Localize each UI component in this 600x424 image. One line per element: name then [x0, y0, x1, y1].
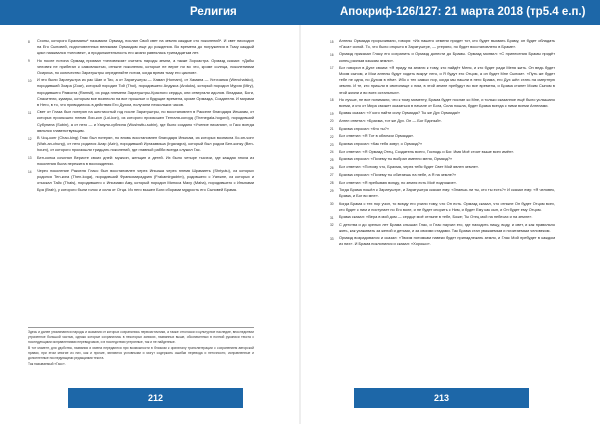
footnote: Так называемый «Гасс».: [28, 362, 66, 366]
verse-number: 17: [330, 66, 334, 71]
page-header: Апокриф-126/127: 21 марта 2018 (тр5.4 е.п.): [300, 0, 600, 25]
verse-number: 9: [28, 59, 30, 64]
verse: [330, 164, 555, 171]
verse-number: 33: [330, 236, 334, 241]
verse-number: 29: [330, 188, 334, 193]
verse-text: Через поколение Ракселя Гласс был восстановлен через Иньиша через племя Шрамиеть (Shriyutu), из которых родился Тен-кига (Then-koga), породивший Франкомирадрию (Frakamirgadrim), родившего с Уанжне, из которых и отыскал Тайс (Thais), породившего с Иньюами Аму, который породил Миноса Маху (Maha), породившего с Иньюами Бра (Brah), у которого были голос и сила от Отца. Из него вышел Боги сборами мудрость его Сыновей Брама.: [37, 168, 254, 192]
verse-number: 15: [330, 39, 334, 44]
verse-text: Но после потопа Ормазд призвал «человеком» считать народы земли, а также Зороастра. Ормазд сказал: «Дабы человек не прибегал к самовластью, отныне поколения, которые не верят ни во что, кроме солнца, поколениями Осириса, но количество Заратуштры определяйте потом, когда время тьму его циклов».: [37, 57, 254, 76]
footnotes: [28, 327, 254, 368]
verse: [28, 155, 254, 167]
verse-text: Брамы сказал: «У кого найти силу Ормазда? Ты же Дух Ормазда!»: [339, 110, 461, 116]
verse-number: 30: [330, 202, 334, 207]
verse: [330, 222, 555, 234]
verse-text: Брама сказал: «Вера в мой дом — сердце моё отныне в тебе, Боже; Ты Отец мой на небесах и на земле».: [339, 214, 533, 220]
verse-text: Бог говорил в Духе своим: «Я приду на землю к тому, кто найдёт Меня, и кто будет ради Меня жить. Он ведь будет Моим сыном, и Мои ангелы будут ходить вокруг него, и Я будут его Отцом, а он будет Мне Сыном». «Путь же будет тебе не одна, но Духом в нём». Ибо с тех самых пор, когда мы нашли в него Брама, его Дух шёл стать на смертную землю. И те, кто пришли в святилище с ним, в этой земле пребудут во все времена, и Брама станет Моим Сыном в этой жизни и во всех остальных».: [339, 64, 555, 95]
verse: [330, 38, 555, 50]
verse: [330, 149, 555, 156]
verse-text: Брахма спросил: «Почему ты выбрал именно меня, Ормазд?»: [339, 156, 453, 162]
verse: [330, 172, 555, 179]
verse-number: 19: [330, 111, 334, 116]
verse-number: 31: [330, 215, 334, 220]
verse-number: 28: [330, 181, 334, 186]
verse: [330, 156, 555, 163]
verse: [28, 38, 254, 57]
verse-text: Тогда Брама пошёл к Заратуштре, и Заратуштра сказал ему: «Знаешь ли ты, кто ты есть?» И сказал ему: «Я человек, Брама, и Бог во мне».: [339, 187, 555, 199]
verse-text: Схоны, которого Брахманы* называли Ормазд, послал Свой свет на землю каждые сто поколений*. И свет нисходил на Его Сыновей, подготовленных великими Ормаздом еще до рождения. Во времена до погружения в Тьму каждый цикл назывался «человек», а продолжительность его жизни равнялась тринадцатым лет.: [37, 38, 254, 56]
verse: [28, 168, 254, 193]
verse-text: С детства и до зрелых лет Брама слышал Глас, и Глас научил его, где находить пищу, воду, и свет, и как правильно жить, как ухаживать за женой и детьми, и за своими стадами. Так Брама стал уважаемым и почитаемым человеком.: [339, 221, 555, 233]
verse-text: Но лучше, не все понимали, что к тому моменту, Брама будет послан ко Мне, и только сказанное ещё было услышано всеми, и кто от Мира сможет оказаться в начале от Бога, Сила пошла, будет Брама всегда с ними всеми Ангелами.: [339, 96, 555, 109]
verse: [330, 235, 555, 247]
verse-number: 14: [28, 169, 32, 174]
verse-text: Когда Брама с тех пор учил, то всюду его учили тому, что Он есть. Ормазд сказал, что отныне Он будет Отцом всех, кто будет с ним и поступает по Его воле, и не будет спорить с Ним, и будет Ему как сын, и Он будет ему Отцом.: [339, 200, 555, 212]
verse-text: И это были Заратуштра из рас Шан и Тис, а от Заратуштры — Хаман (Homam), от Хамана — Усточанка (Wenchaisko), породивший Зоара (Zoar), который породил Той (Thoi), породившего Андукса (Anduks), который породил Мурия (Miry), породившего Рамсита (Ramsit), из рода племени Заратуштры-Красного сердца, они отвергали идолов. Владыки, Боги, Спасители, кумиры, которым все вознесли на все прошлые и будущие времена, кроме Ормазда, Создателя. И мирами в Него, в то, что приводилось в действия Его Духом, получили нескольких часов.: [37, 77, 254, 108]
verse-text: Бог ответил: «Потому что, Брахма, через тебя будет Свет Мой явлен земле».: [339, 164, 480, 170]
verse-number: 25: [330, 157, 334, 162]
verse: [28, 109, 254, 134]
verse: [330, 180, 555, 187]
verse: [330, 214, 555, 221]
verse-number: 23: [330, 142, 334, 147]
verse-number: 13: [28, 156, 32, 161]
verse: [330, 97, 555, 109]
verse: [330, 126, 555, 133]
verse-number: 22: [330, 134, 334, 139]
verse-number: 24: [330, 150, 334, 155]
verse: [330, 110, 555, 117]
right-page: [300, 0, 600, 424]
page-body: [28, 38, 254, 194]
verse-text: Брахма спросил: «Как тебя зовут, о Ормазд?»: [339, 141, 423, 147]
verse-text: Бен-конка сочинял Веристе своих дней: мужчин, женщин и детей. Их было четыре тысячи, где каждая эпоха из поколения была пережита в восхождении.: [37, 154, 254, 166]
verse-text: Ормазд возрадовался и сказал: «Твоим потомкам навеки будет принадлежать земля, и Глас Мой пребудет в каждом из них». И Брама поклонился и сказал: «Хорошо».: [339, 235, 555, 247]
verse-text: Свет от Глаза был потерян на шестисотый год после Заратуштры, но восстановлен в Ракселе благодаря Иешиам, от которых произошло племя Лои-кон (Loi-kon), из которого произошел Тенгаля-когорд (Thenegala-hogord), породивший Субунина (Subin), а от него — и Уазули-субнина (Wushwttu-subin), где было создано «Учение писания», и Гасс всегда являлся главенствующим.: [37, 109, 254, 133]
verse: [28, 77, 254, 108]
verse: [28, 135, 254, 154]
verse-text: Бог ответил: «Я Тот в обличии Ормазда».: [339, 133, 415, 139]
verse-number: 8: [28, 39, 30, 44]
verse-text: Бог ответил: «Я Ормазд Отец, Создатель всего, Господь и Бог. Имя Моё стоит выше всех имён».: [339, 148, 515, 154]
page-number: 213: [354, 388, 529, 408]
page-body: [330, 38, 555, 249]
verse: [330, 201, 555, 213]
verse: [330, 118, 555, 125]
verse-text: В Чоц-конг (Chao-king) Глас был потерян, но вновь восстановлен благодаря Иньюам, из которых возникла Хо-ян-чонг (Wah-an-chung), от него родился Azap (Azin), породивший Иргазавиша (Irgavagra), который был родом Бен-конку (Ben-houm), от которого произошли тридцать поколений, где главный рабби всегда служил Гас.: [37, 135, 254, 153]
verse-text: Ангелы Ормазда прорычивали, говоря: «Из нашего семени придет тот, кто будет вызвать Браму, он будет обладать «Гаса» силой. То, что было открыто в Заратуштре, — утеряно, но будет восстановлено в Браме».: [339, 38, 555, 50]
verse-number: 20: [330, 119, 334, 124]
verse-text: Брахма спросил: «Кто ты?»: [339, 125, 389, 131]
verse: [330, 51, 555, 63]
verse-number: 27: [330, 173, 334, 178]
verse-number: 16: [330, 52, 334, 57]
verse-number: 10: [28, 78, 32, 83]
verse: [330, 133, 555, 140]
verse-number: 11: [28, 110, 32, 115]
verse-number: 26: [330, 165, 334, 170]
verse: [330, 187, 555, 199]
verse-text: Бог ответил: «Я пребываю всюду, но земля есть Моё подножие».: [339, 179, 457, 185]
footnote: Здесь и далее упоминаются народы и сказания от которых сохранились первоисточники, а также отголоски и культурное наследие, впоследствии утраченное большой частью, однако которые сохранились в некоторых записях, названных выше, обозначенных в полной рукописи текста с последующими исправлениями переводчиков, и в последствии утерянные, так и не найденные.: [28, 330, 254, 344]
verse-text: Брахма спросил: «Почему ты обитаешь на небе, а Я на земле?»: [339, 171, 457, 177]
page-number: 212: [68, 388, 243, 408]
verse-text: Ангел ответил: «Брахма, тот же Дух. Он — Бог Единый».: [339, 117, 442, 123]
verse-number: 12: [28, 136, 32, 141]
verse-number: 21: [330, 127, 334, 132]
verse-number: 32: [330, 223, 334, 228]
verse: [28, 58, 254, 77]
verse-number: 18: [330, 98, 334, 103]
verse-text: Ормазд приказал Гласу его сохранить и Ормазд донести до Брамы. Ормазд молвил: «С принесения Брамы придёт конец разным языкам земли».: [339, 51, 555, 63]
verse: [330, 65, 555, 96]
page-header: Религия: [0, 0, 300, 25]
footnote: В тот момент, для удобства, названия и имена передаются при возможности в близком к оригиналу транслитерации с сохранением авторской правки, при этом многие из них, как и прочие, являются условными и могут содержать ошибки перевода и неточности, исправленные и дополненные последующими редакциями текста.: [28, 346, 254, 360]
verse: [330, 141, 555, 148]
